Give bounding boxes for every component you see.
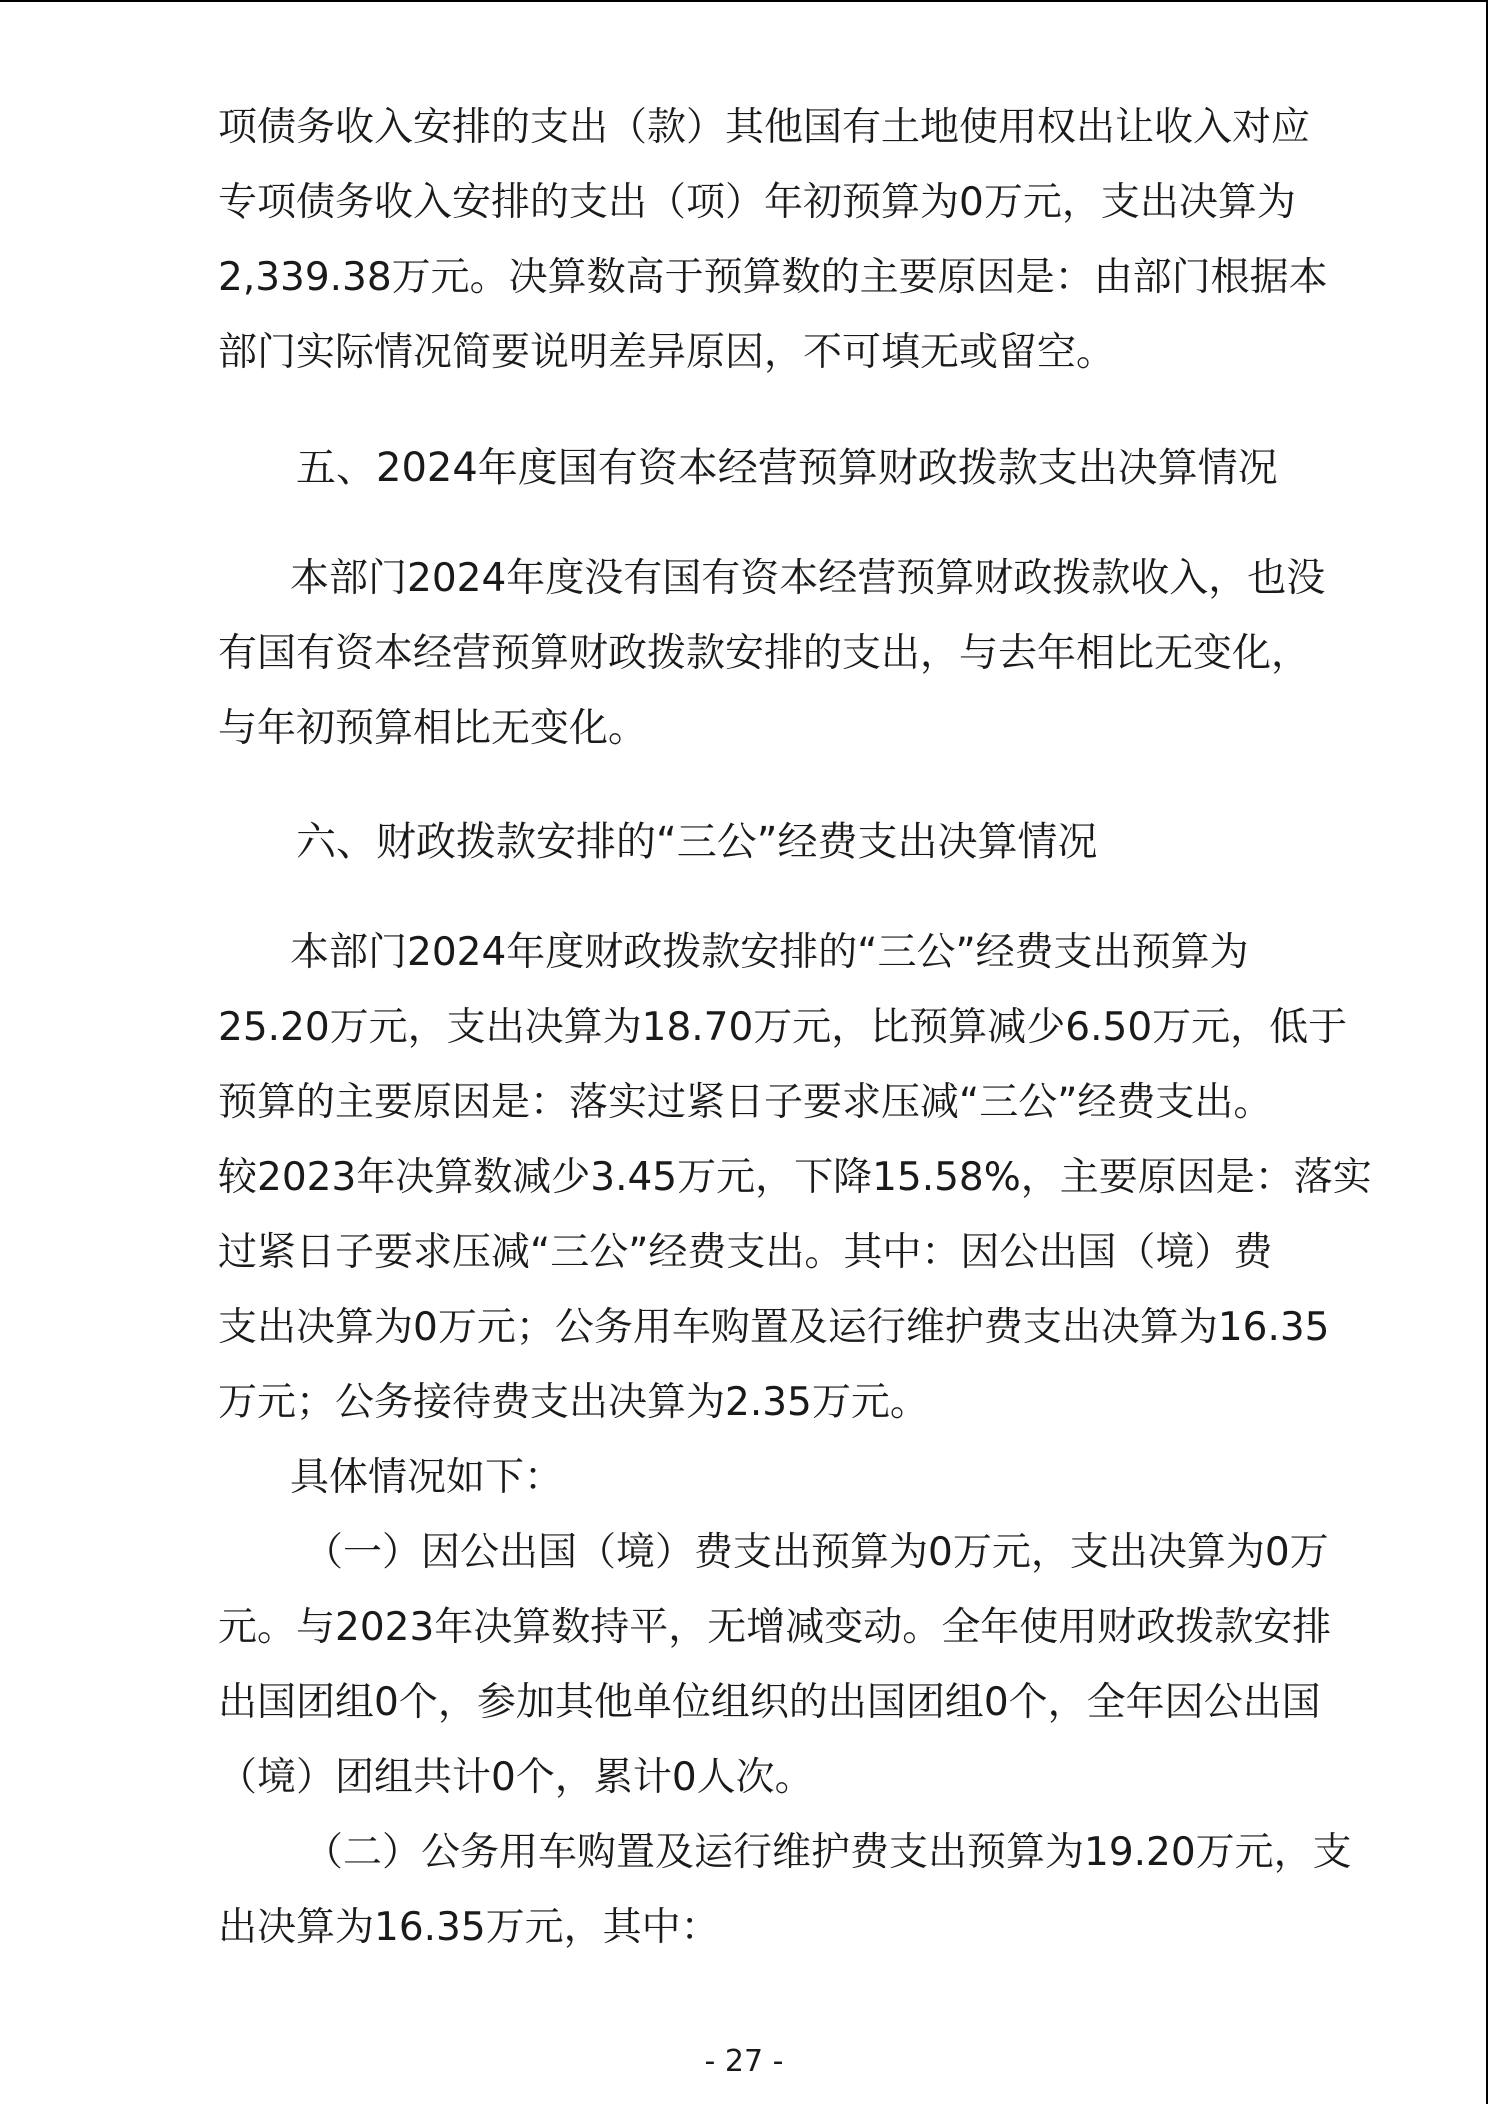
body-text-line: 专项债务收入安排的支出（项）年初预算为0万元，支出决算为 <box>218 180 1296 225</box>
body-text-line: 出决算为16.35万元，其中： <box>218 1905 720 1950</box>
page-number: - 27 - <box>704 2044 784 2079</box>
subsection-text-1: （一）因公出国（境）费支出预算为0万元，支出决算为0万 <box>304 1530 1329 1575</box>
section-heading-5: 五、2024年度国有资本经营预算财政拨款支出决算情况 <box>296 445 1278 491</box>
section-heading-6: 六、财政拨款安排的“三公”经费支出决算情况 <box>296 819 1098 865</box>
body-text-line: 支出决算为0万元；公务用车购置及运行维护费支出决算为16.35 <box>218 1305 1330 1350</box>
page-top-border <box>0 0 1488 2</box>
body-text-line: 出国团组0个，参加其他单位组织的出国团组0个，全年因公出国 <box>218 1680 1321 1725</box>
body-text-line: 有国有资本经营预算财政拨款安排的支出，与去年相比无变化， <box>218 631 1311 676</box>
body-text-line: （境）团组共计0个，累计0人次。 <box>218 1755 814 1800</box>
body-text-line: 预算的主要原因是：落实过紧日子要求压减“三公”经费支出。 <box>218 1080 1273 1125</box>
subsection-text-2: （二）公务用车购置及运行维护费支出预算为19.20万元，支 <box>304 1830 1352 1875</box>
body-text-line: 部门实际情况简要说明差异原因，不可填无或留空。 <box>218 330 1116 375</box>
body-text-line: 本部门2024年度财政拨款安排的“三公”经费支出预算为 <box>290 930 1249 975</box>
body-text-line: 25.20万元，支出决算为18.70万元，比预算减少6.50万元，低于 <box>218 1005 1348 1050</box>
body-text-line: 较2023年决算数减少3.45万元，下降15.58%，主要原因是：落实 <box>218 1155 1372 1200</box>
body-text-line: 元。与2023年决算数持平，无增减变动。全年使用财政拨款安排 <box>218 1605 1332 1650</box>
body-text-line: 过紧日子要求压减“三公”经费支出。其中：因公出国（境）费 <box>218 1230 1273 1275</box>
body-text-line: 本部门2024年度没有国有资本经营预算财政拨款收入，也没 <box>290 556 1326 601</box>
body-text-line: 万元；公务接待费支出决算为2.35万元。 <box>218 1380 929 1425</box>
body-text-line: 项债务收入安排的支出（款）其他国有土地使用权出让收入对应 <box>218 105 1311 150</box>
body-text-line: 与年初预算相比无变化。 <box>218 706 648 751</box>
body-text-line: 具体情况如下： <box>290 1455 564 1500</box>
body-text-line: 2,339.38万元。决算数高于预算数的主要原因是：由部门根据本 <box>218 255 1328 300</box>
